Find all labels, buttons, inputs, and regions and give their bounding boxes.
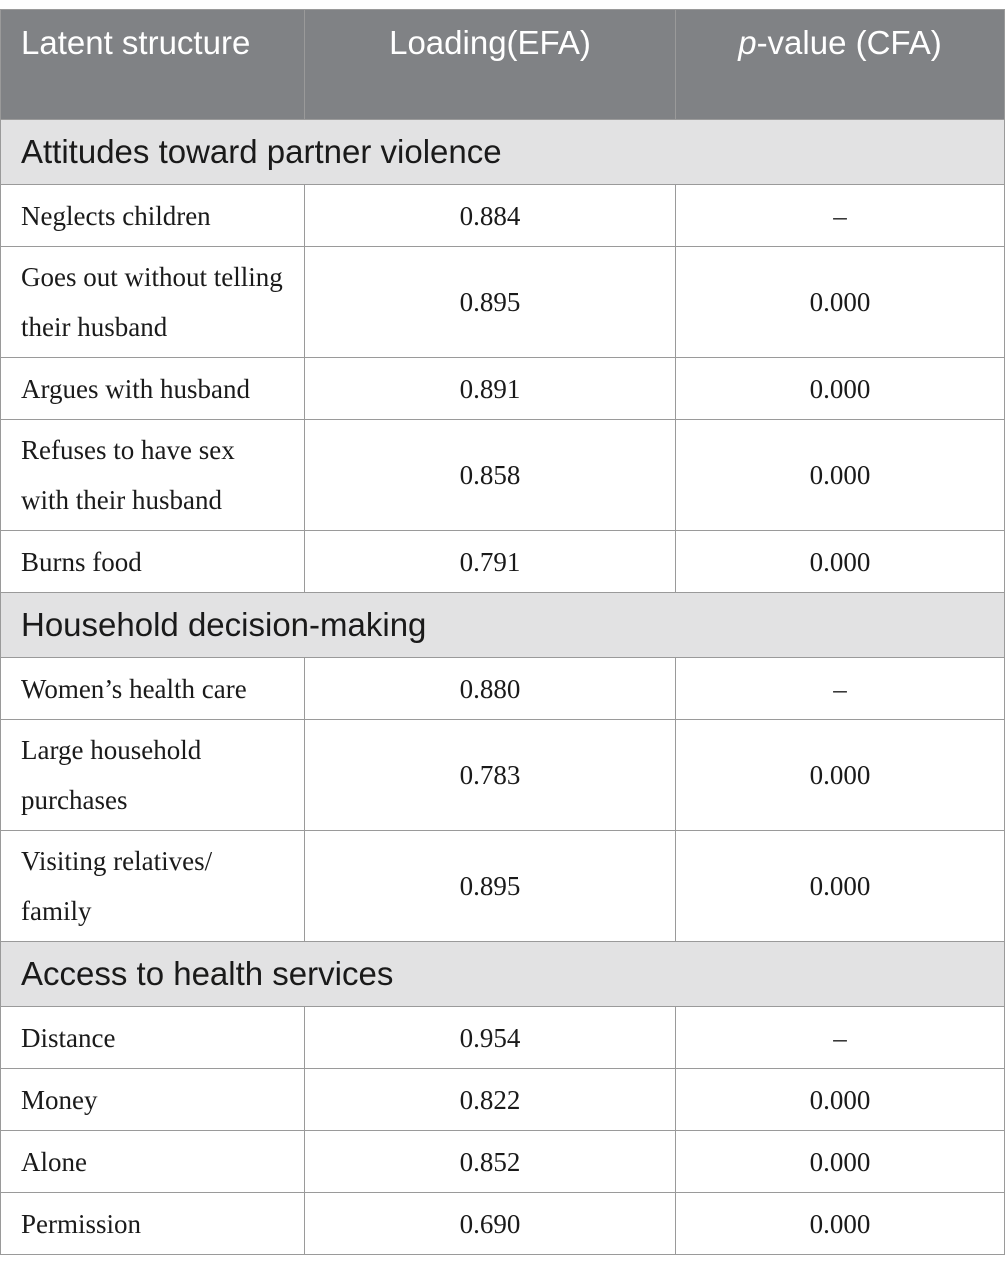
p-value: 0.000 — [676, 831, 1005, 942]
section-title: Household decision-making — [1, 593, 1005, 658]
item-label: Distance — [1, 1007, 305, 1069]
p-value: 0.000 — [676, 420, 1005, 531]
header-loading-efa: Loading(EFA) — [305, 10, 676, 120]
p-value: 0.000 — [676, 531, 1005, 593]
item-label: Neglects children — [1, 185, 305, 247]
table-row — [1, 531, 1005, 593]
item-label: Burns food — [1, 531, 305, 593]
p-value: – — [676, 658, 1005, 720]
table-row — [1, 1193, 1005, 1255]
item-label: Women’s health care — [1, 658, 305, 720]
header-p-italic: p — [738, 24, 757, 61]
table-row — [1, 185, 1005, 247]
factor-loadings-table — [0, 9, 1005, 1255]
p-value: 0.000 — [676, 1193, 1005, 1255]
table-row — [1, 358, 1005, 420]
item-label: Money — [1, 1069, 305, 1131]
loading-value: 0.895 — [305, 247, 676, 358]
loading-value: 0.690 — [305, 1193, 676, 1255]
header-p-rest: -value (CFA) — [756, 24, 942, 61]
p-value: – — [676, 1007, 1005, 1069]
section-row-partner-violence — [1, 120, 1005, 185]
loading-value: 0.858 — [305, 420, 676, 531]
p-value: 0.000 — [676, 1069, 1005, 1131]
loading-value: 0.783 — [305, 720, 676, 831]
header-p-value-cfa — [676, 10, 1005, 120]
item-label: Goes out without telling their husband — [1, 247, 305, 358]
section-title: Access to health services — [1, 942, 1005, 1007]
table-row — [1, 720, 1005, 831]
loading-value: 0.822 — [305, 1069, 676, 1131]
header-latent-structure: Latent structure — [1, 10, 305, 120]
item-label: Visiting relatives/ family — [1, 831, 305, 942]
loading-value: 0.880 — [305, 658, 676, 720]
p-value: 0.000 — [676, 1131, 1005, 1193]
item-label: Large household purchases — [1, 720, 305, 831]
item-label: Argues with husband — [1, 358, 305, 420]
table-row — [1, 420, 1005, 531]
item-label: Alone — [1, 1131, 305, 1193]
item-label: Refuses to have sex with their husband — [1, 420, 305, 531]
loading-value: 0.884 — [305, 185, 676, 247]
loading-value: 0.852 — [305, 1131, 676, 1193]
p-value: – — [676, 185, 1005, 247]
table-row — [1, 658, 1005, 720]
loading-value: 0.791 — [305, 531, 676, 593]
section-row-household-decision — [1, 593, 1005, 658]
p-value: 0.000 — [676, 720, 1005, 831]
loading-value: 0.954 — [305, 1007, 676, 1069]
p-value: 0.000 — [676, 358, 1005, 420]
table-row — [1, 1131, 1005, 1193]
table-row — [1, 1069, 1005, 1131]
loading-value: 0.895 — [305, 831, 676, 942]
p-value: 0.000 — [676, 247, 1005, 358]
table-header — [1, 10, 1005, 120]
section-title: Attitudes toward partner violence — [1, 120, 1005, 185]
table-row — [1, 1007, 1005, 1069]
loading-value: 0.891 — [305, 358, 676, 420]
header-row — [1, 10, 1005, 120]
item-label: Permission — [1, 1193, 305, 1255]
table-row — [1, 247, 1005, 358]
table-row — [1, 831, 1005, 942]
section-row-health-access — [1, 942, 1005, 1007]
table-body — [1, 120, 1005, 1255]
